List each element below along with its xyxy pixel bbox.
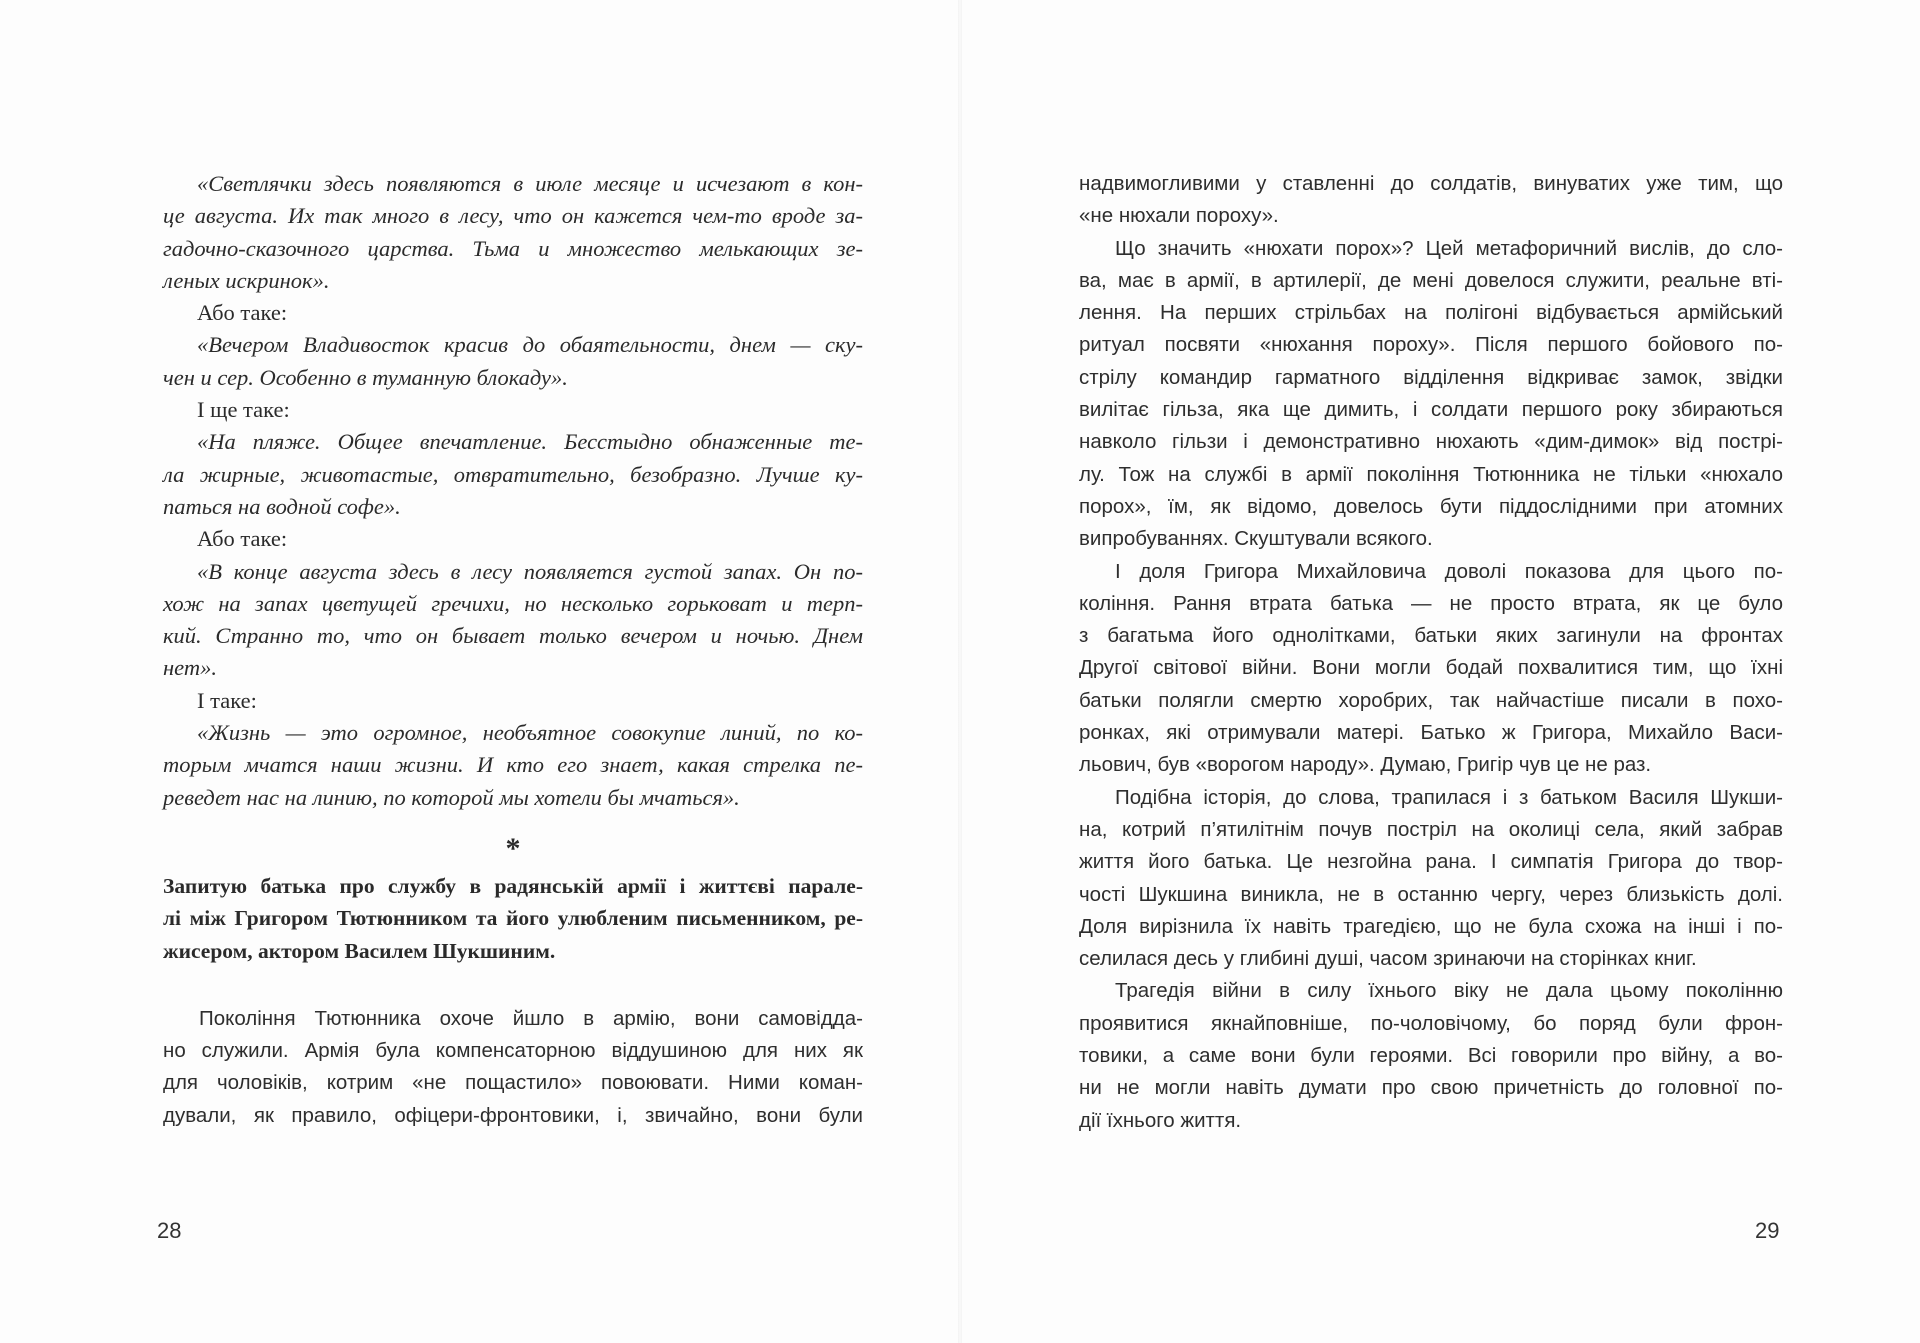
body-line: Трагедія війни в силу їхнього віку не дала цьому поколінню <box>1115 979 1783 1003</box>
body-line: навколо гільзи і демонстративно нюхають «дим-димок» від пострі- <box>1079 430 1783 454</box>
body-line: ва, має в армії, в артилерії, де мені довелося служити, реальне вті- <box>1079 268 1783 292</box>
quote-line: кий. Странно то, что он бывает только вечером и ночью. Днем <box>163 623 863 649</box>
body-line: надвимогливими у ставленні до солдатів, винуватих уже тим, що <box>1079 172 1783 195</box>
quote-line: чен и сер. Особенно в туманную блокаду». <box>163 364 568 390</box>
body-line: чості Шукшина виникла, не в останню чергу, через близькість долі. <box>1079 882 1783 906</box>
body-line: дії їхнього життя. <box>1079 1108 1242 1132</box>
connector-line: Або таке: <box>197 300 288 326</box>
left-page-text <box>163 168 863 1132</box>
body-line: життя його батька. Це незгойна рана. І симпатія Григора до твор- <box>1079 850 1783 874</box>
connector-line: І таке: <box>197 687 257 713</box>
body-line: льович, був «ворогом народу». Думаю, Григір чув це не раз. <box>1079 753 1652 777</box>
body-line: «не нюхали пороху». <box>1079 204 1279 228</box>
section-asterisk: * <box>505 831 521 865</box>
answer-line: дували, як правило, офіцери-фронтовики, і, звичайно, вони були <box>163 1103 863 1127</box>
body-line: лення. На перших стрільбах на полігоні відбувається армійський <box>1079 301 1783 325</box>
question-line: жисером, актором Василем Шукшиним. <box>163 938 556 963</box>
body-line: вилітає гільза, яка ще димить, і солдати першого року збираються <box>1079 398 1783 422</box>
body-line: проявитися якнайповніше, по-чоловічому, бо поряд були фрон- <box>1079 1011 1783 1035</box>
body-line: Що значить «нюхати порох»? Цей метафоричний вислів, до сло- <box>1115 236 1783 260</box>
body-line: І доля Григора Михайловича доволі показова для цього по- <box>1115 559 1783 583</box>
answer-line: для чоловіків, котрим «не пощастило» повоювати. Ними коман- <box>163 1071 863 1095</box>
body-line: Подібна історія, до слова, трапилася і з батьком Василя Шукши- <box>1115 785 1783 809</box>
quote-line: «Светлячки здесь появляются в июле месяце и исчезают в кон- <box>197 171 863 196</box>
body-line: на, котрий п’ятилітнім почув постріл на околиці села, який забрав <box>1079 817 1783 841</box>
body-line: з багатьма його однолітками, батьки яких загинули на фронтах <box>1079 624 1783 648</box>
answer-line: но служили. Армія була компенсаторною віддушиною для них як <box>163 1039 863 1063</box>
connector-line: Або таке: <box>197 526 288 552</box>
body-line: ритуал посвяти «нюхання пороху». Після першого бойового по- <box>1079 333 1783 357</box>
page-number: 29 <box>1755 1218 1780 1243</box>
body-line: Доля вирізнила їх навіть трагедією, що не була схожа на інші і по- <box>1079 914 1783 938</box>
answer-line: Покоління Тютюнника охоче йшло в армію, вони самовіддa- <box>199 1006 863 1030</box>
body-line: коління. Рання втрата батька — не просто втрата, як це було <box>1079 591 1783 615</box>
quote-line: ла жирные, животастые, отвратительно, безобразно. Лучше ку- <box>163 461 863 487</box>
right-page-text <box>1079 168 1783 1137</box>
quote-line: хож на запах цветущей гречихи, но несколько горьковат и терп- <box>163 590 863 616</box>
quote-line: «Жизнь — это огромное, необъятное совокупие линий, по ко- <box>197 720 863 746</box>
page-number: 28 <box>157 1218 182 1243</box>
question-line: лі між Григором Тютюнником та його улюбленим письменником, ре- <box>163 906 863 931</box>
quote-line: реведет нас на линию, по которой мы хотели бы мчаться». <box>163 784 740 810</box>
quote-line: торым мчатся наши жизни. И кто его знает, какая стрелка пе- <box>163 752 863 778</box>
body-line: випробуваннях. Скуштували всякого. <box>1079 527 1433 551</box>
body-line: батьки полягли смертю хоробрих, так найчастіше писали в похо- <box>1079 688 1783 712</box>
quote-line: «В конце августа здесь в лесу появляется густой запах. Он по- <box>197 558 863 584</box>
body-line: порох», їм, як відомо, довелось бути піддослідними при атомних <box>1079 494 1783 518</box>
quote-line: паться на водной софе». <box>163 493 401 519</box>
question-line: Запитую батька про службу в радянській армії і життєві парале- <box>163 873 863 898</box>
quote-line: «На пляже. Общее впечатление. Бесстыдно обнаженные те- <box>197 429 863 455</box>
quote-line: «Вечером Владивосток красив до обаятельности, днем — ску- <box>197 332 863 358</box>
right-page <box>960 0 1920 1343</box>
body-line: селилася десь у глибині душі, часом зринаючи на сторінках книг. <box>1079 947 1697 971</box>
body-line: Другої світової війни. Вони могли бодай похвалитися тим, що їхні <box>1079 656 1783 680</box>
body-line: ронках, які отримували матері. Батько ж Григора, Михайло Васи- <box>1079 721 1783 745</box>
quote-line: це августа. Их так много в лесу, что он кажется чем-то вроде за- <box>163 203 863 229</box>
connector-line: І ще таке: <box>197 397 290 423</box>
body-line: стрілу командир гарматного відділення відкриває замок, звідки <box>1079 365 1783 389</box>
body-line: лу. Тож на службі в армії покоління Тютюнника не тільки «нюхало <box>1079 462 1783 486</box>
body-line: товики, а саме вони були героями. Всі говорили про війну, а во- <box>1079 1044 1783 1068</box>
quote-line: нет». <box>163 655 217 681</box>
quote-line: гадочно-сказочного царства. Тьма и множество мелькающих зе- <box>163 235 863 261</box>
quote-line: леных искринок». <box>163 267 330 293</box>
body-line: ни не могли навіть думати про свою причетність до головної по- <box>1079 1076 1783 1100</box>
